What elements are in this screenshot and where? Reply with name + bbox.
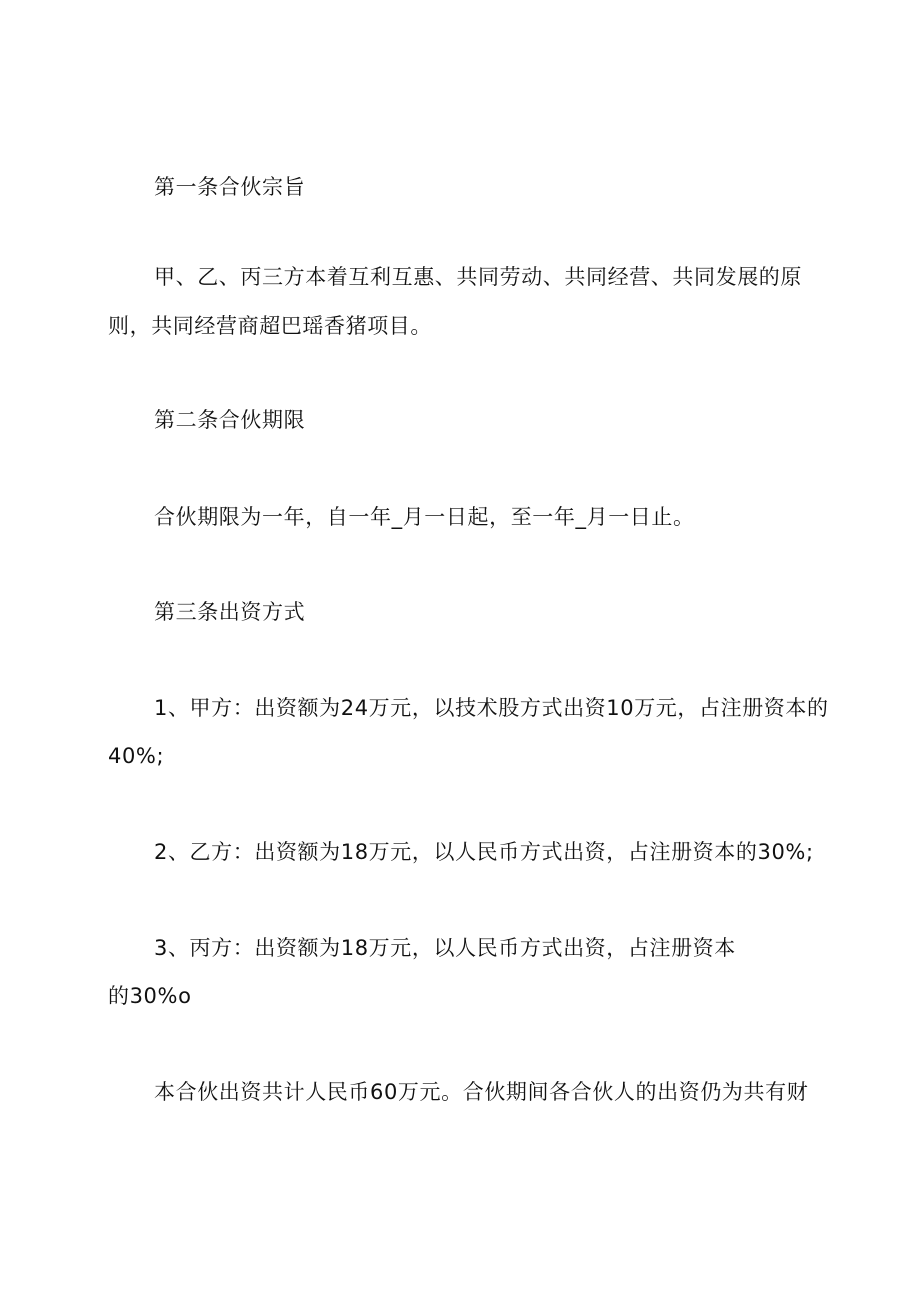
contribution-party-a-line-1: 1、甲方：出资额为24万元，以技术股方式出资10万元，占注册资本的 — [154, 696, 829, 720]
article-3-heading: 第三条出资方式 — [154, 600, 306, 624]
article-1-text-line-2: 则，共同经营商超巴瑶香猪项目。 — [108, 314, 432, 338]
contribution-party-c-line-1: 3、丙方：出资额为18万元，以人民币方式出资，占注册资本 — [154, 936, 736, 960]
contribution-party-a-line-2: 40%; — [108, 744, 165, 768]
article-2-text-line-1: 合伙期限为一年，自一年_月一日起，至一年_月一日止。 — [154, 505, 695, 529]
contribution-party-b-line-1: 2、乙方：出资额为18万元，以人民币方式出资，占注册资本的30%; — [154, 840, 814, 864]
article-1-text-line-1: 甲、乙、丙三方本着互利互惠、共同劳动、共同经营、共同发展的原 — [154, 265, 802, 289]
article-2-heading: 第二条合伙期限 — [154, 408, 306, 432]
article-1-heading: 第一条合伙宗旨 — [154, 175, 306, 199]
contribution-party-c-line-2: 的30%o — [108, 984, 192, 1008]
total-contribution-line-1: 本合伙出资共计人民币60万元。合伙期间各合伙人的出资仍为共有财 — [154, 1080, 809, 1104]
